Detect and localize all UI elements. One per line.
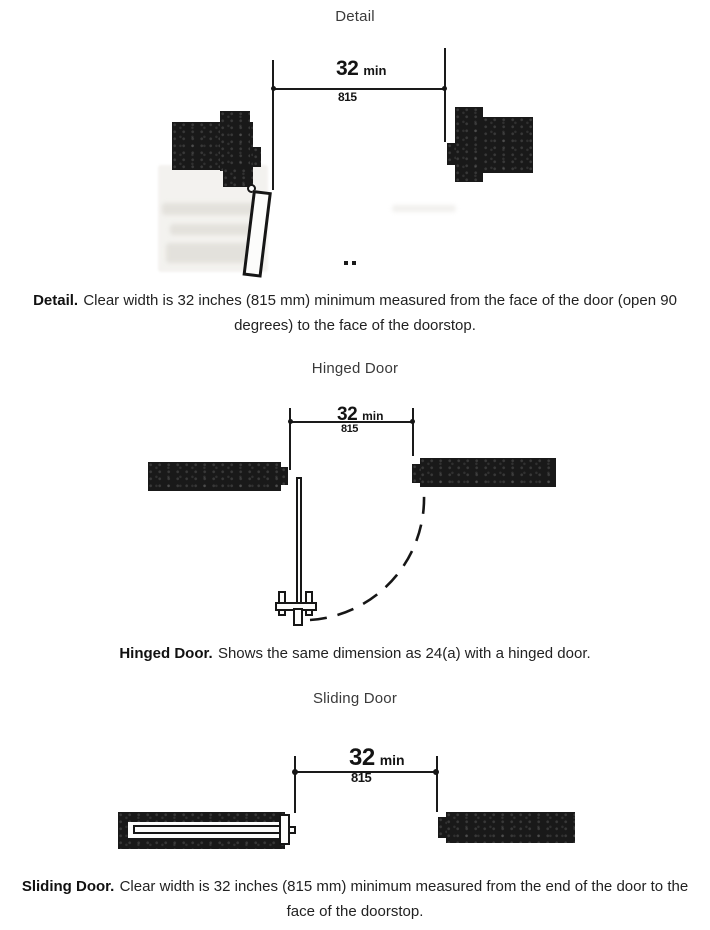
door-panel <box>296 477 302 617</box>
right-wall <box>420 458 556 487</box>
right-jamb-block <box>455 107 483 182</box>
right-wall <box>446 812 575 843</box>
dimension-metric: 815 <box>341 423 358 435</box>
caption-body: Shows the same dimension as 24(a) with a hinged door. <box>217 645 591 662</box>
extension-line-left <box>272 60 274 190</box>
detail-heading: Detail <box>335 8 375 25</box>
extension-line-right <box>436 756 438 812</box>
door-handle-stub <box>293 608 303 626</box>
sliding-door-panel <box>133 825 283 834</box>
detail-caption <box>0 288 710 338</box>
scan-dot <box>344 261 348 265</box>
extension-line-right <box>444 48 446 142</box>
right-jamb-step <box>483 117 533 173</box>
caption-body: Clear width is 32 inches (815 mm) minimum measured from the face of the door (open 90 degrees) to the face of the doorstop. <box>83 292 677 334</box>
left-wall <box>148 462 281 491</box>
hinged-heading: Hinged Door <box>311 360 399 377</box>
caption-body: Clear width is 32 inches (815 mm) minimum measured from the end of the door to the face of the doorstop. <box>119 878 689 920</box>
left-doorstop-nub <box>253 147 261 167</box>
extension-line-left <box>289 408 291 470</box>
dim-value: 32 <box>337 404 358 425</box>
sliding-caption <box>0 874 710 924</box>
extension-line-right <box>412 408 414 456</box>
dimension-end-dot <box>433 769 439 775</box>
dim-unit: min <box>379 752 405 768</box>
dimension-metric: 815 <box>338 90 357 104</box>
scan-artifact <box>170 224 252 235</box>
dimension-end-dot <box>410 419 415 424</box>
right-doorstop-nub <box>412 464 421 483</box>
extension-line-left <box>294 756 296 813</box>
scan-dot <box>352 261 356 265</box>
scan-artifact <box>166 243 252 263</box>
dimension-end-dot <box>271 86 276 91</box>
dimension-line <box>273 88 445 90</box>
dim-unit: min <box>362 409 384 423</box>
dim-value: 32 <box>349 744 375 771</box>
scan-artifact <box>392 205 456 212</box>
right-doorstop-nub <box>438 817 447 838</box>
door-end-pull <box>279 814 290 845</box>
left-jamb-nub <box>281 467 288 485</box>
caption-lead: Detail. <box>33 292 79 309</box>
dim-unit: min <box>363 63 387 78</box>
dim-value: 32 <box>336 57 359 80</box>
dimension-end-dot <box>292 769 298 775</box>
dimension-label <box>349 744 405 772</box>
caption-lead: Sliding Door. <box>21 878 115 895</box>
sliding-heading: Sliding Door <box>312 690 398 707</box>
caption-lead: Hinged Door. <box>119 645 213 662</box>
dimension-metric: 815 <box>351 770 372 785</box>
dimension-end-dot <box>442 86 447 91</box>
scan-artifact <box>162 203 262 215</box>
dimension-label <box>336 57 386 81</box>
right-doorstop-nub <box>447 143 456 165</box>
hinged-caption <box>0 641 710 666</box>
dimension-end-dot <box>288 419 293 424</box>
left-jamb-step <box>220 111 250 171</box>
